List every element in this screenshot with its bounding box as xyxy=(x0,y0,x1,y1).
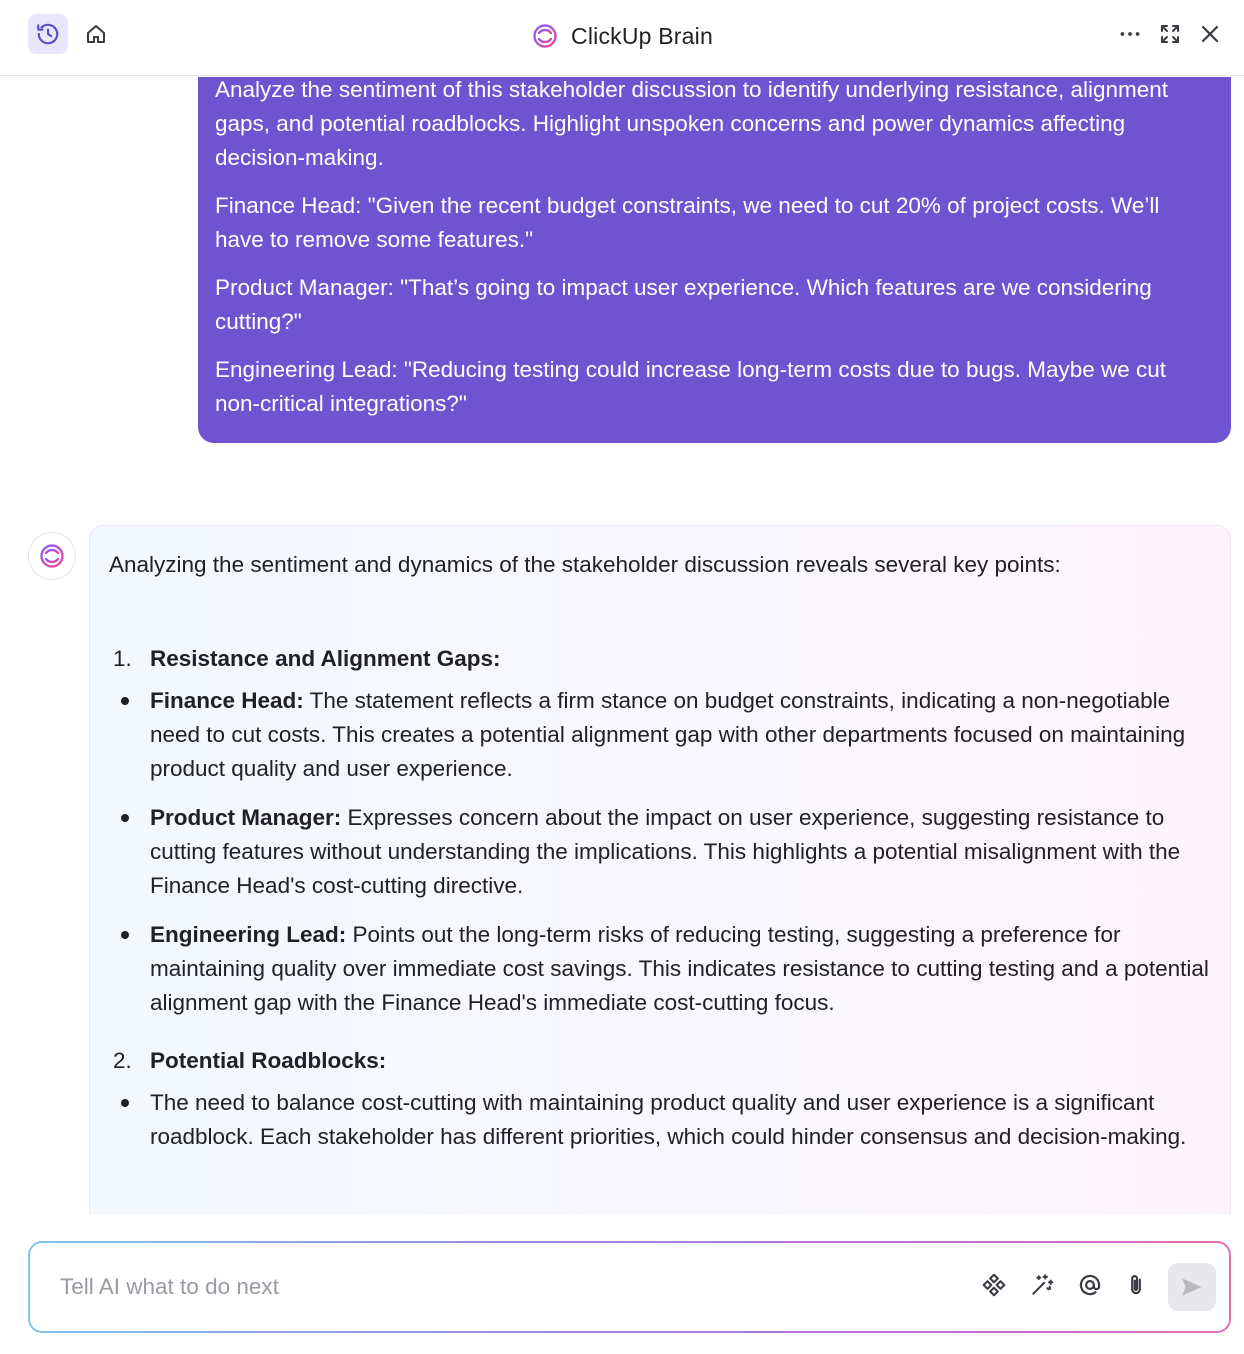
user-message-paragraph: Product Manager: "That’s going to impact user experience. Which features are we considering cutting?" xyxy=(215,275,1152,334)
more-horizontal-icon xyxy=(1117,21,1143,47)
bullet-lead: Product Manager: xyxy=(150,805,342,830)
chat-thread[interactable] xyxy=(0,77,1244,1214)
user-message-bubble xyxy=(198,77,1231,443)
user-message-paragraph: Engineering Lead: "Reducing testing could increase long-term costs due to bugs. Maybe we cut non-critical integrations?" xyxy=(215,357,1167,416)
user-message-paragraph: Analyze the sentiment of this stakeholder discussion to identify underlying resistance, alignment gaps, and potential roadblocks. Highlight unspoken concerns and power dynamics affecting decision-making. xyxy=(215,77,1169,170)
ai-response-bubble xyxy=(89,525,1231,1214)
prompt-composer xyxy=(28,1241,1231,1333)
section-number: 1. xyxy=(113,646,132,671)
ai-tools-button[interactable] xyxy=(1024,1267,1060,1303)
connect-apps-button[interactable] xyxy=(976,1267,1012,1303)
expand-button[interactable] xyxy=(1150,14,1190,54)
ai-avatar xyxy=(28,532,76,580)
response-section xyxy=(109,642,1212,1020)
magic-wand-icon xyxy=(1029,1272,1055,1298)
clickup-brain-logo-icon xyxy=(531,22,559,50)
page-title: ClickUp Brain xyxy=(571,22,713,49)
section-title: Potential Roadblocks: xyxy=(150,1048,387,1073)
connect-icon xyxy=(981,1272,1007,1298)
send-button[interactable] xyxy=(1168,1263,1216,1311)
more-options-button[interactable] xyxy=(1110,14,1150,54)
section-number: 2. xyxy=(113,1048,132,1073)
user-message-paragraph: Finance Head: "Given the recent budget constraints, we need to cut 20% of project costs. We’ll have to remove some features." xyxy=(215,193,1160,252)
clickup-brain-logo-icon xyxy=(38,542,66,570)
bullet-text: Points out the long-term risks of reducing testing, suggesting a preference for maintaining quality over immediate cost savings. This indicates resistance to cutting testing and a potential alignment gap with the Finance Head's immediate cost-cutting focus. xyxy=(150,922,1209,1015)
response-section xyxy=(109,1044,1212,1154)
header xyxy=(0,0,1244,76)
list-item xyxy=(150,1086,1212,1154)
close-icon xyxy=(1198,22,1222,46)
list-item xyxy=(150,684,1212,786)
close-button[interactable] xyxy=(1190,14,1230,54)
section-title: Resistance and Alignment Gaps: xyxy=(150,646,501,671)
ai-response-intro: Analyzing the sentiment and dynamics of the stakeholder discussion reveals several key points: xyxy=(109,552,1061,577)
mention-button[interactable] xyxy=(1072,1267,1108,1303)
mention-icon xyxy=(1077,1272,1103,1298)
section-bullets xyxy=(150,684,1212,1020)
send-icon xyxy=(1179,1274,1205,1300)
expand-icon xyxy=(1158,22,1182,46)
attach-button[interactable] xyxy=(1118,1267,1154,1303)
bullet-lead: Engineering Lead: xyxy=(150,922,347,947)
bullet-text: The need to balance cost-cutting with maintaining product quality and user experience is a significant roadblock. Each stakeholder has different priorities, which could hinder consensus and decision-making. xyxy=(150,1090,1187,1149)
list-item xyxy=(150,801,1212,903)
list-item xyxy=(150,918,1212,1020)
bullet-lead: Finance Head: xyxy=(150,688,304,713)
prompt-composer-inner xyxy=(30,1243,1229,1331)
section-bullets xyxy=(150,1086,1212,1154)
bullet-text: Expresses concern about the impact on user experience, suggesting resistance to cutting features without understanding the implications. This highlights a potential misalignment with the Finance Head's cost-cutting directive. xyxy=(150,805,1181,898)
prompt-input[interactable] xyxy=(60,1265,960,1309)
attach-icon xyxy=(1123,1272,1149,1298)
header-title-group xyxy=(0,18,1244,54)
bullet-text: The statement reflects a firm stance on budget constraints, indicating a non-negotiable need to cut costs. This creates a potential alignment gap with other departments focused on maintaining product quality and user experience. xyxy=(150,688,1186,781)
